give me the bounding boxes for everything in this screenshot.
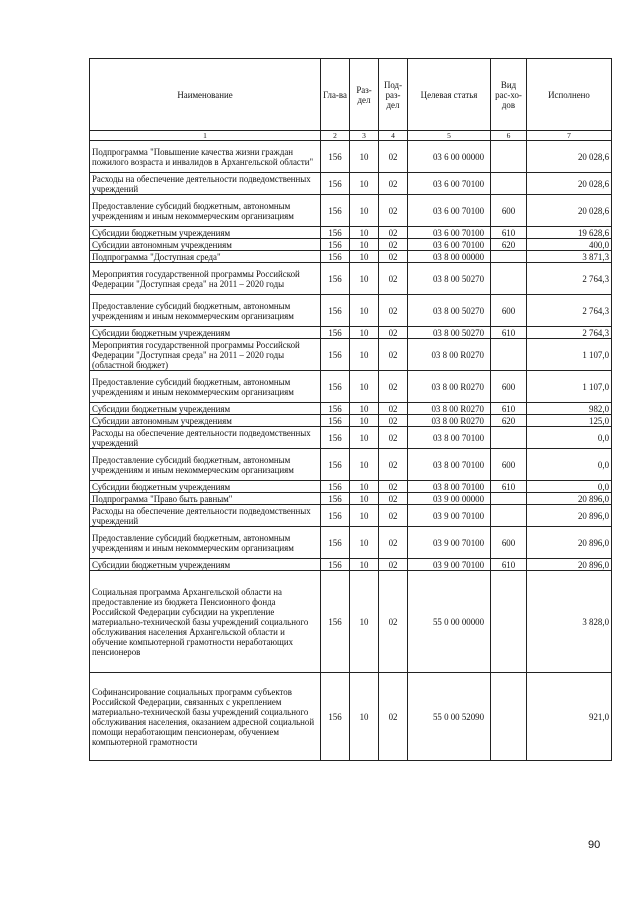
table-row [90,195,612,227]
row-executed: 3 828,0 [527,571,612,673]
row-executed: 2 764,3 [527,295,612,327]
row-chapter: 156 [321,571,350,673]
row-target-article: 03 6 00 70100 [408,227,491,239]
row-target-article: 03 8 00 50270 [408,327,491,339]
row-chapter: 156 [321,493,350,505]
row-section: 10 [350,339,379,371]
row-executed: 20 028,6 [527,141,612,173]
row-target-article: 03 8 00 70100 [408,449,491,481]
row-expense-type: 600 [491,371,527,403]
row-subsection: 02 [379,427,408,449]
row-subsection: 02 [379,239,408,251]
row-subsection: 02 [379,571,408,673]
row-chapter: 156 [321,481,350,493]
row-target-article: 03 8 00 R0270 [408,339,491,371]
table-row [90,427,612,449]
row-subsection: 02 [379,339,408,371]
row-section: 10 [350,415,379,427]
row-executed: 20 896,0 [527,527,612,559]
row-name: Мероприятия государственной программы Российской Федерации "Доступная среда" на 2011 – 2020 годы [90,263,321,295]
row-expense-type: 600 [491,527,527,559]
row-subsection: 02 [379,195,408,227]
table-row [90,327,612,339]
row-executed: 20 028,6 [527,195,612,227]
row-executed: 2 764,3 [527,263,612,295]
header-chapter: Гла-ва [321,59,350,131]
row-subsection: 02 [379,559,408,571]
row-expense-type [491,173,527,195]
row-subsection: 02 [379,263,408,295]
row-expense-type [491,673,527,761]
row-executed: 20 896,0 [527,493,612,505]
row-target-article: 03 9 00 70100 [408,559,491,571]
table-row [90,239,612,251]
row-executed: 1 107,0 [527,339,612,371]
row-name: Расходы на обеспечение деятельности подведомственных учреждений [90,427,321,449]
row-expense-type [491,263,527,295]
column-number: 2 [321,131,350,141]
row-name: Подпрограмма "Право быть равным" [90,493,321,505]
table-row [90,173,612,195]
row-subsection: 02 [379,505,408,527]
row-section: 10 [350,141,379,173]
table-row [90,527,612,559]
row-expense-type [491,141,527,173]
row-executed: 20 028,6 [527,173,612,195]
row-target-article: 03 8 00 50270 [408,263,491,295]
row-subsection: 02 [379,415,408,427]
header-expense-type: Вид рас-хо-дов [491,59,527,131]
table-row [90,263,612,295]
row-subsection: 02 [379,173,408,195]
row-target-article: 03 6 00 70100 [408,173,491,195]
row-expense-type: 610 [491,481,527,493]
column-number: 3 [350,131,379,141]
table-row [90,295,612,327]
row-section: 10 [350,195,379,227]
row-section: 10 [350,403,379,415]
table-body [90,141,612,761]
header-target-article: Целевая статья [408,59,491,131]
table-row [90,493,612,505]
row-executed: 400,0 [527,239,612,251]
row-chapter: 156 [321,141,350,173]
table-row [90,227,612,239]
row-target-article: 55 0 00 00000 [408,571,491,673]
row-name: Предоставление субсидий бюджетным, автономным учреждениям и иным некоммерческим организациям [90,527,321,559]
row-executed: 0,0 [527,481,612,493]
row-executed: 125,0 [527,415,612,427]
row-target-article: 55 0 00 52090 [408,673,491,761]
row-section: 10 [350,371,379,403]
row-expense-type: 620 [491,415,527,427]
row-chapter: 156 [321,263,350,295]
column-number: 7 [527,131,612,141]
row-name: Предоставление субсидий бюджетным, автономным учреждениям и иным некоммерческим организациям [90,295,321,327]
row-section: 10 [350,505,379,527]
row-subsection: 02 [379,481,408,493]
row-chapter: 156 [321,559,350,571]
row-section: 10 [350,449,379,481]
row-chapter: 156 [321,427,350,449]
row-name: Предоставление субсидий бюджетным, автономным учреждениям и иным некоммерческим организациям [90,195,321,227]
row-subsection: 02 [379,403,408,415]
table-row [90,449,612,481]
row-chapter: 156 [321,295,350,327]
column-number-row [90,131,612,141]
row-expense-type [491,251,527,263]
row-subsection: 02 [379,141,408,173]
table-row [90,481,612,493]
row-expense-type: 610 [491,227,527,239]
row-expense-type [491,339,527,371]
row-executed: 19 628,6 [527,227,612,239]
row-name: Предоставление субсидий бюджетным, автономным учреждениям и иным некоммерческим организациям [90,371,321,403]
column-number: 4 [379,131,408,141]
header-row [90,59,612,131]
table-row [90,559,612,571]
row-target-article: 03 8 00 50270 [408,295,491,327]
row-name: Субсидии бюджетным учреждениям [90,559,321,571]
header-name: Наименование [90,59,321,131]
row-expense-type: 600 [491,195,527,227]
row-chapter: 156 [321,415,350,427]
row-target-article: 03 9 00 00000 [408,493,491,505]
table-row [90,141,612,173]
row-section: 10 [350,239,379,251]
row-target-article: 03 8 00 R0270 [408,415,491,427]
row-subsection: 02 [379,527,408,559]
row-target-article: 03 6 00 00000 [408,141,491,173]
table-row [90,339,612,371]
table-row [90,571,612,673]
row-section: 10 [350,481,379,493]
row-target-article: 03 6 00 70100 [408,195,491,227]
header-subsection: Под-раз-дел [379,59,408,131]
row-name: Расходы на обеспечение деятельности подведомственных учреждений [90,505,321,527]
row-expense-type [491,427,527,449]
row-executed: 2 764,3 [527,327,612,339]
row-section: 10 [350,227,379,239]
row-expense-type: 600 [491,449,527,481]
row-expense-type: 610 [491,559,527,571]
row-chapter: 156 [321,239,350,251]
row-name: Субсидии бюджетным учреждениям [90,403,321,415]
row-chapter: 156 [321,403,350,415]
row-chapter: 156 [321,527,350,559]
row-executed: 921,0 [527,673,612,761]
row-name: Расходы на обеспечение деятельности подведомственных учреждений [90,173,321,195]
row-chapter: 156 [321,227,350,239]
row-subsection: 02 [379,371,408,403]
header-section: Раз-дел [350,59,379,131]
row-target-article: 03 8 00 70100 [408,427,491,449]
row-section: 10 [350,527,379,559]
row-name: Софинансирование социальных программ субъектов Российской Федерации, связанных с укреплением материально-технической базы учреждений социального обслуживания населения, оказанием адресной социальной помощи неработающим пенсионерам, обучением компьютерной грамотности [90,673,321,761]
row-chapter: 156 [321,251,350,263]
row-expense-type: 610 [491,327,527,339]
row-expense-type [491,505,527,527]
row-section: 10 [350,173,379,195]
row-executed: 20 896,0 [527,559,612,571]
row-subsection: 02 [379,449,408,481]
row-chapter: 156 [321,371,350,403]
row-chapter: 156 [321,673,350,761]
row-name: Субсидии автономным учреждениям [90,415,321,427]
row-expense-type [491,571,527,673]
column-number: 5 [408,131,491,141]
row-section: 10 [350,427,379,449]
row-subsection: 02 [379,493,408,505]
row-executed: 0,0 [527,427,612,449]
row-target-article: 03 9 00 70100 [408,505,491,527]
row-executed: 20 896,0 [527,505,612,527]
row-chapter: 156 [321,327,350,339]
row-name: Субсидии автономным учреждениям [90,239,321,251]
row-expense-type: 620 [491,239,527,251]
row-target-article: 03 8 00 70100 [408,481,491,493]
row-executed: 0,0 [527,449,612,481]
row-target-article: 03 8 00 00000 [408,251,491,263]
row-target-article: 03 8 00 R0270 [408,371,491,403]
row-subsection: 02 [379,227,408,239]
row-name: Подпрограмма "Повышение качества жизни граждан пожилого возраста и инвалидов в Архангельской области" [90,141,321,173]
row-name: Субсидии бюджетным учреждениям [90,227,321,239]
row-name: Социальная программа Архангельской области на предоставление из бюджета Пенсионного фонда Российской Федерации субсидии на укрепление материально-технической базы учреждений социального обслуживания населения Архангельской области и обучение компьютерной грамотности неработающих пенсионеров [90,571,321,673]
row-expense-type [491,493,527,505]
row-name: Подпрограмма "Доступная среда" [90,251,321,263]
row-name: Субсидии бюджетным учреждениям [90,327,321,339]
row-section: 10 [350,263,379,295]
row-expense-type: 610 [491,403,527,415]
table-row [90,251,612,263]
row-chapter: 156 [321,505,350,527]
row-section: 10 [350,571,379,673]
row-target-article: 03 9 00 70100 [408,527,491,559]
table-row [90,415,612,427]
row-subsection: 02 [379,251,408,263]
row-target-article: 03 6 00 70100 [408,239,491,251]
row-section: 10 [350,493,379,505]
row-executed: 3 871,3 [527,251,612,263]
column-number: 6 [491,131,527,141]
table-row [90,371,612,403]
header-executed: Исполнено [527,59,612,131]
row-subsection: 02 [379,295,408,327]
row-section: 10 [350,295,379,327]
row-chapter: 156 [321,195,350,227]
column-number: 1 [90,131,321,141]
row-target-article: 03 8 00 R0270 [408,403,491,415]
row-name: Мероприятия государственной программы Российской Федерации "Доступная среда" на 2011 – 2020 годы (областной бюджет) [90,339,321,371]
row-section: 10 [350,327,379,339]
row-chapter: 156 [321,449,350,481]
row-executed: 982,0 [527,403,612,415]
row-name: Предоставление субсидий бюджетным, автономным учреждениям и иным некоммерческим организациям [90,449,321,481]
budget-table [89,58,612,761]
table-row [90,673,612,761]
row-chapter: 156 [321,339,350,371]
table-row [90,403,612,415]
row-section: 10 [350,673,379,761]
row-section: 10 [350,559,379,571]
table-row [90,505,612,527]
row-expense-type: 600 [491,295,527,327]
row-subsection: 02 [379,327,408,339]
row-subsection: 02 [379,673,408,761]
row-section: 10 [350,251,379,263]
row-name: Субсидии бюджетным учреждениям [90,481,321,493]
row-executed: 1 107,0 [527,371,612,403]
row-chapter: 156 [321,173,350,195]
page-number: 90 [588,839,601,851]
